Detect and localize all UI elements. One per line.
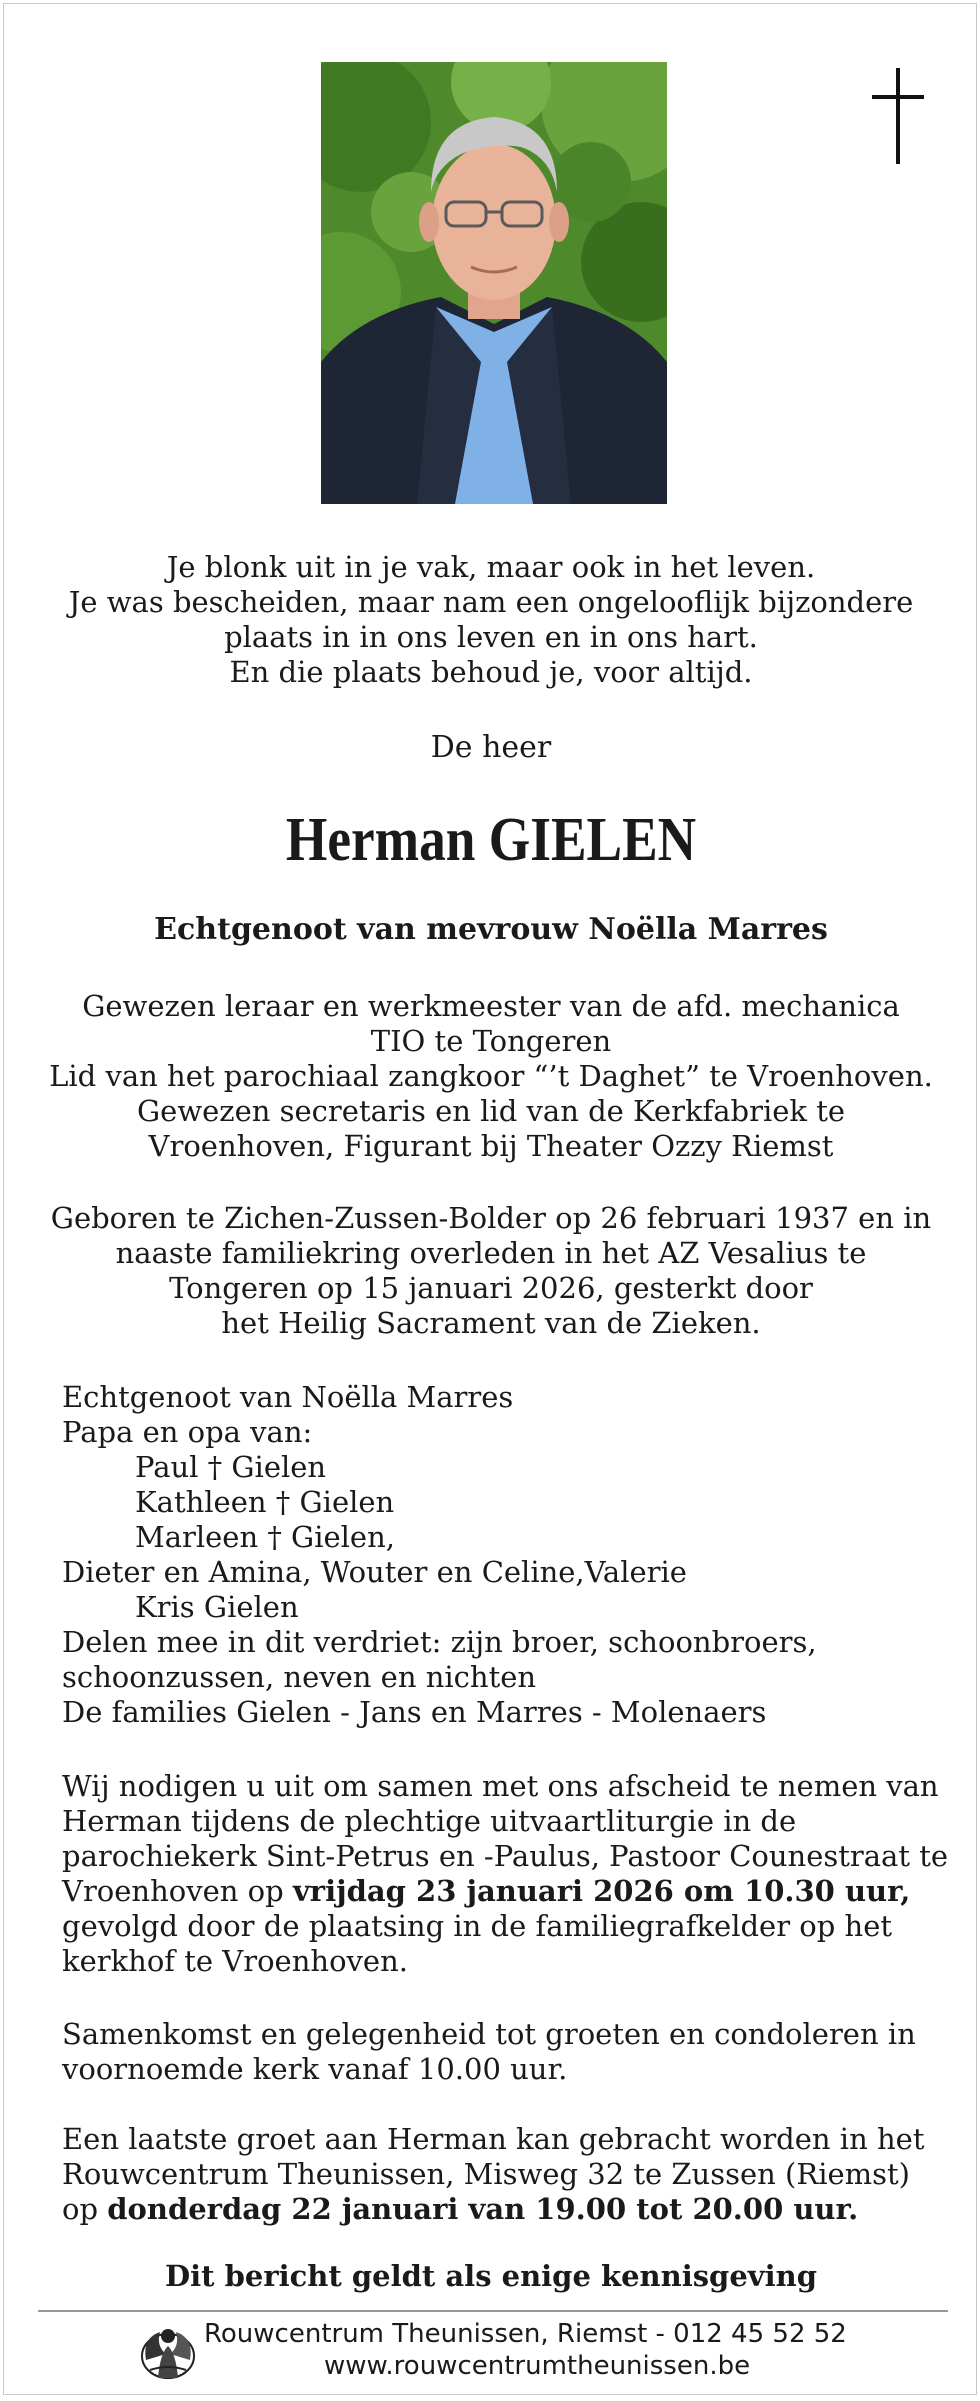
family-block	[62, 1380, 952, 1730]
family-spouse: Echtgenoot van Noëlla Marres	[62, 1380, 514, 1414]
funeral-line: Wij nodigen u uit om samen met ons afscheid te nemen van	[62, 1769, 939, 1803]
birth-line: naaste familiekring overleden in het AZ Vesalius te	[115, 1236, 867, 1270]
visit-line: Een laatste groet aan Herman kan gebracht worden in het	[62, 2122, 925, 2156]
career-line: Gewezen secretaris en lid van de Kerkfabriek te	[136, 1094, 846, 1128]
memorial-quote	[4, 550, 978, 690]
birth-line: het Heilig Sacrament van de Zieken.	[221, 1306, 761, 1340]
funeral-line: kerkhof te Vroenhoven.	[62, 1944, 408, 1978]
funeral-date-line	[62, 1874, 952, 1909]
quote-line: plaats in in ons leven en in ons hart.	[224, 620, 758, 654]
meeting-line: Samenkomst en gelegenheid tot groeten en condoleren in	[62, 2017, 916, 2051]
share-line: schoonzussen, neven en nichten	[62, 1660, 537, 1694]
obituary-card	[3, 3, 977, 2395]
career-line: Gewezen leraar en werkmeester van de afd. mechanica	[82, 989, 900, 1023]
career-line: Vroenhoven, Figurant bij Theater Ozzy Riemst	[148, 1129, 834, 1163]
cross-icon	[868, 68, 928, 164]
footer-contact	[204, 2318, 904, 2382]
birth-death-block	[4, 1201, 978, 1341]
footer-divider	[38, 2310, 948, 2312]
birth-line: Geboren te Zichen-Zussen-Bolder op 26 februari 1937 en in	[50, 1201, 932, 1235]
visit-line: Rouwcentrum Theunissen, Misweg 32 te Zussen (Riemst)	[62, 2157, 910, 2191]
child-line: Paul † Gielen	[135, 1450, 327, 1484]
birth-line: Tongeren op 15 januari 2026, gesterkt door	[169, 1271, 813, 1305]
funeral-date: vrijdag 23 januari 2026 om 10.30 uur,	[292, 1874, 911, 1908]
career-line: TIO te Tongeren	[370, 1024, 612, 1058]
quote-line: En die plaats behoud je, voor altijd.	[229, 655, 753, 689]
child-line: Marleen † Gielen,	[135, 1520, 395, 1554]
salutation: De heer	[430, 730, 552, 765]
visit-date: donderdag 22 januari van 19.00 tot 20.00 uur.	[107, 2192, 859, 2226]
career-line: Lid van het parochiaal zangkoor “’t Daghet” te Vroenhoven.	[49, 1059, 933, 1093]
child-line: Kris Gielen	[135, 1590, 299, 1624]
funeral-line: Herman tijdens de plechtige uitvaartliturgie in de	[62, 1804, 797, 1838]
funeral-block	[62, 1769, 952, 1979]
deceased-name: Herman GIELEN	[285, 806, 697, 874]
quote-line: Je blonk uit in je vak, maar ook in het leven.	[166, 550, 816, 584]
children-intro: Papa en opa van:	[62, 1415, 313, 1449]
footer-company: Rouwcentrum Theunissen, Riemst - 012 45 52 52	[204, 2319, 847, 2349]
spouse-line: Echtgenoot van mevrouw Noëlla Marres	[154, 912, 828, 947]
funeral-date-prefix: Vroenhoven op	[62, 1874, 293, 1908]
share-line: Delen mee in dit verdriet: zijn broer, schoonbroers,	[62, 1625, 817, 1659]
grandchildren-line: Dieter en Amina, Wouter en Celine,Valerie	[62, 1555, 687, 1589]
meeting-line: voornoemde kerk vanaf 10.00 uur.	[62, 2052, 568, 2086]
portrait-photo	[321, 62, 667, 504]
footer-website[interactable]: www.rouwcentrumtheunissen.be	[324, 2351, 751, 2381]
child-line: Kathleen † Gielen	[135, 1485, 395, 1519]
notice-line: Dit bericht geldt als enige kennisgeving	[164, 2259, 818, 2293]
visit-date-prefix: op	[62, 2192, 108, 2226]
career-block	[4, 989, 978, 1164]
families-line: De families Gielen - Jans en Marres - Molenaers	[62, 1695, 767, 1729]
funeral-line: parochiekerk Sint-Petrus en -Paulus, Pastoor Counestraat te	[62, 1839, 949, 1873]
funeral-line: gevolgd door de plaatsing in de familiegrafkelder op het	[62, 1909, 893, 1943]
visit-date-line	[62, 2192, 952, 2227]
meeting-block	[62, 2017, 952, 2087]
angel-logo-icon	[136, 2320, 200, 2382]
quote-line: Je was bescheiden, maar nam een ongelooflijk bijzondere	[68, 585, 914, 619]
visit-block	[62, 2122, 952, 2227]
